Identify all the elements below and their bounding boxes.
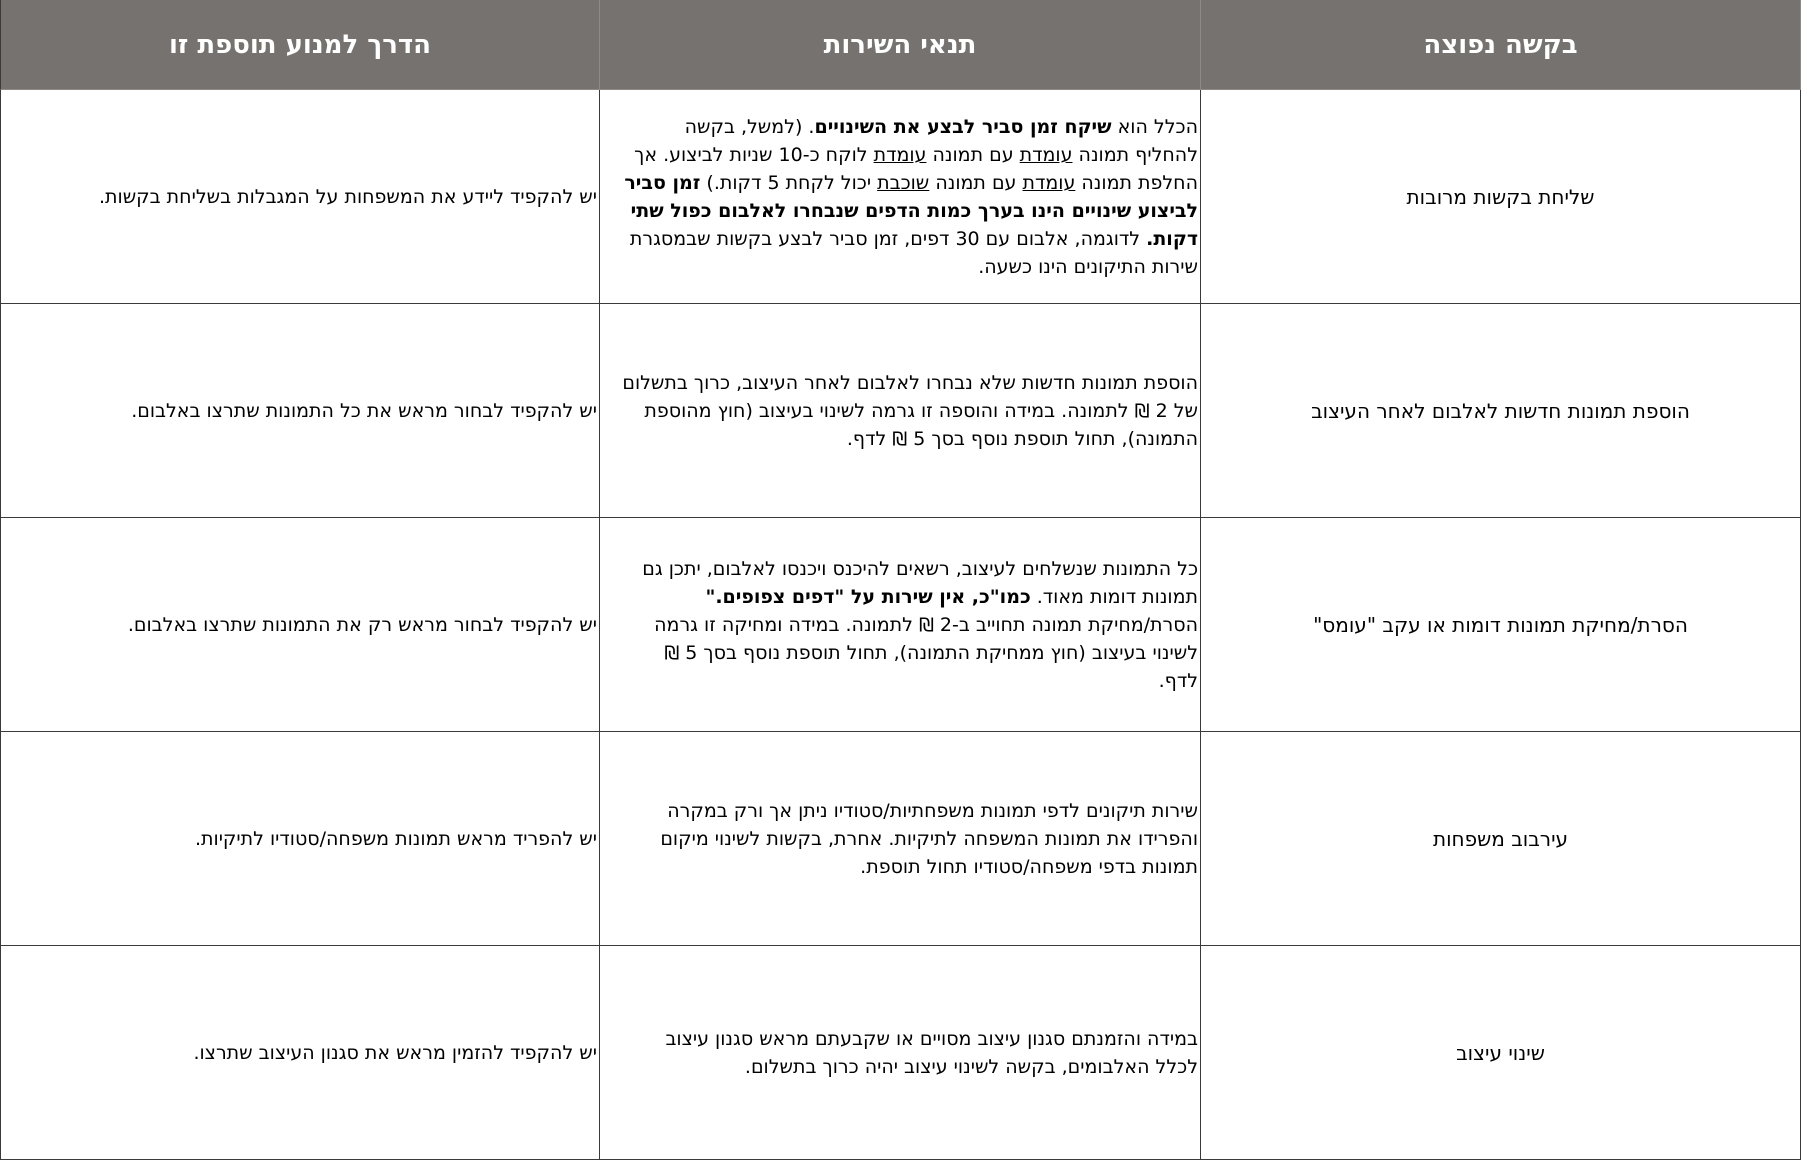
header-terms-label: תנאי השירות (823, 29, 977, 60)
row3-terms: כל התמונות שנשלחים לעיצוב, רשאים להיכנס ויכנסו לאלבום, יתכן גם תמונות דומות מאוד. כמו"כ, אין שירות על "דפים צפופים." הסרת/מחיקת תמונה תחוייב ב-2 ₪ לתמונה. במידה ומחיקה זו גרמה לשינוי בעיצוב (חוץ ממחיקת התמונה), תחול תוספת נוסף בסך 5 ₪ לדף. (642, 557, 1198, 692)
row3-request: הסרת/מחיקת תמונות דומות או עקב "עומס" (1313, 612, 1688, 637)
row1-request: שליחת בקשות מרובות (1406, 184, 1595, 209)
row3-terms-cell[interactable] (600, 518, 1201, 732)
row2-terms: הוספת תמונות חדשות שלא נבחרו לאלבום לאחר העיצוב, כרוך בתשלום של 2 ₪ לתמונה. במידה והוספה זו גרמה לשינוי בעיצוב (חוץ מהוספת התמונה), תחול תוספת נוסף בסך 5 ₪ לדף. (622, 371, 1198, 450)
row3-request-cell[interactable] (1201, 518, 1801, 732)
row1-terms: הכלל הוא שיקח זמן סביר לבצע את השינויים. (למשל, בקשה להחליף תמונה עומדת עם תמונה עומדת לוקח כ-10 שניות לביצוע. אך החלפת תמונה עומדת עם תמונה שוכבת יכול לקחת 5 דקות.) זמן סביר לביצוע שינויים הינו בערך כמות הדפים שנבחרו לאלבום כפול שתי דקות. לדוגמה, אלבום עם 30 דפים, זמן סביר לבצע בקשות שבמסגרת שירות התיקונים הינו כשעה. (624, 115, 1198, 278)
row1-terms-cell[interactable] (600, 90, 1201, 304)
row2-request-cell[interactable] (1201, 304, 1801, 518)
header-request[interactable] (1201, 0, 1801, 90)
row1-solution: יש להקפיד ליידע את המשפחות על המגבלות בשליחת בקשות. (99, 185, 597, 208)
row5-request-cell[interactable] (1201, 946, 1801, 1160)
header-terms[interactable] (600, 0, 1201, 90)
row4-terms: שירות תיקונים לדפי תמונות משפחתיות/סטודיו ניתן אך ורק במקרה והפרידו את תמונות המשפחה לתיקיות. אחרת, בקשות לשינוי מיקום תמונות בדפי משפחה/סטודיו תחול תוספת. (660, 799, 1198, 878)
row5-terms: במידה והזמנתם סגנון עיצוב מסויים או שקבעתם מראש סגנון עיצוב לכלל האלבומים, בקשה לשינוי עיצוב יהיה כרוך בתשלום. (665, 1027, 1198, 1078)
row3-solution: יש להקפיד לבחור מראש רק את התמונות שתרצו באלבום. (127, 613, 597, 636)
header-request-label: בקשה נפוצה (1423, 29, 1578, 60)
row2-request: הוספת תמונות חדשות לאלבום לאחר העיצוב (1311, 398, 1690, 423)
row1-request-cell[interactable] (1201, 90, 1801, 304)
row5-terms-cell[interactable] (600, 946, 1201, 1160)
row5-solution-cell[interactable] (0, 946, 600, 1160)
row1-solution-cell[interactable] (0, 90, 600, 304)
row4-request: עירבוב משפחות (1432, 826, 1569, 851)
row4-solution-cell[interactable] (0, 732, 600, 946)
row2-solution: יש להקפיד לבחור מראש את כל התמונות שתרצו באלבום. (131, 399, 597, 422)
row5-request: שינוי עיצוב (1456, 1040, 1545, 1065)
row3-solution-cell[interactable] (0, 518, 600, 732)
header-solution-label: הדרך למנוע תוספת זו (168, 29, 432, 60)
row4-terms-cell[interactable] (600, 732, 1201, 946)
row5-solution: יש להקפיד להזמין מראש את סגנון העיצוב שתרצו. (193, 1041, 597, 1064)
header-solution[interactable] (0, 0, 600, 90)
row4-solution: יש להפריד מראש תמונות משפחה/סטודיו לתיקיות. (194, 827, 597, 850)
row4-request-cell[interactable] (1201, 732, 1801, 946)
row2-solution-cell[interactable] (0, 304, 600, 518)
row2-terms-cell[interactable] (600, 304, 1201, 518)
